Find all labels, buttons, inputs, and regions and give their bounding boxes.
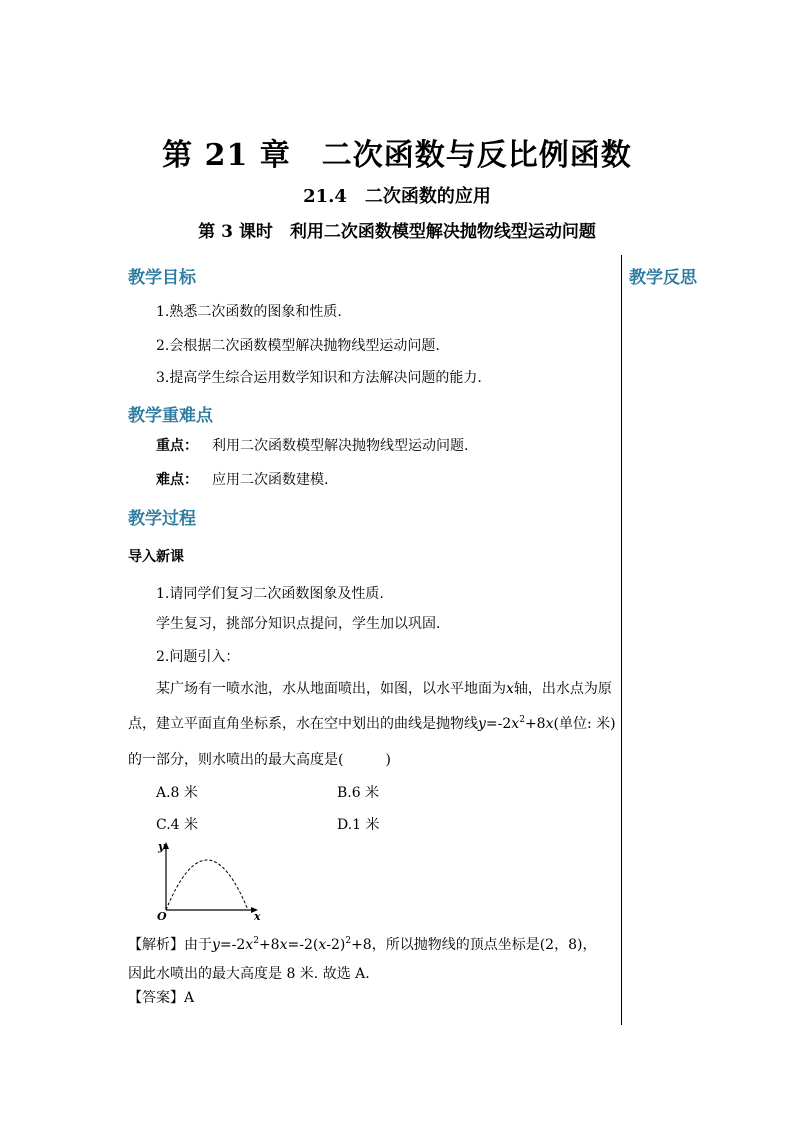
problem-text: 点，建立平面直角坐标系，水在空中划出的曲线是抛物线 [128, 716, 478, 732]
intro-subheading: 导入新课 [128, 549, 184, 565]
eq-var: x [279, 937, 288, 953]
analysis-line-2: 因此水喷出的最大高度是 8 米. 故选 A. [128, 966, 370, 982]
problem-text: 轴，出水点为原 [513, 681, 612, 697]
option-b: B.6 米 [337, 785, 380, 801]
eq-var: y [212, 937, 220, 953]
difficulty-text: 应用二次函数建模. [212, 472, 329, 488]
step-2: 2.问题引入： [156, 649, 240, 665]
objective-item-2: 2.会根据二次函数模型解决抛物线型运动问题. [156, 338, 440, 354]
problem-unit: (单位: 米) [553, 716, 616, 732]
objective-item-3: 3.提高学生综合运用数学知识和方法解决问题的能力. [156, 370, 482, 386]
analysis-text: +8，所以抛物线的顶点坐标是(2，8)， [351, 937, 597, 953]
y-axis-label: y [158, 840, 165, 853]
eq-part: =-2 [485, 716, 512, 732]
key-points-heading: 教学重难点 [128, 406, 213, 426]
eq-part: =-2 [219, 937, 246, 953]
focus-row [156, 436, 468, 456]
focus-text: 利用二次函数模型解决抛物线型运动问题. [212, 438, 469, 454]
eq-var: x [511, 716, 520, 732]
eq-var: x [245, 937, 254, 953]
eq-part: -2) [326, 937, 346, 953]
analysis-text: 由于 [184, 937, 212, 953]
column-divider [621, 255, 622, 1025]
problem-line-1 [156, 679, 612, 699]
option-d: D.1 米 [337, 817, 380, 833]
eq-part: =-2( [287, 937, 319, 953]
focus-label: 重点： [156, 438, 198, 454]
step-1: 1.请同学们复习二次函数图象及性质. [156, 586, 384, 602]
problem-line-2 [128, 714, 616, 734]
problem-line-3: 的一部分，则水喷出的最大高度是( ) [128, 752, 391, 768]
lesson-title: 第 3 课时 利用二次函数模型解决抛物线型运动问题 [198, 222, 596, 242]
eq-part: +8 [258, 937, 280, 953]
reflection-heading: 教学反思 [629, 268, 697, 288]
answer-row [128, 988, 194, 1008]
eq-part: +8 [524, 716, 546, 732]
eq-var: y [478, 716, 486, 732]
process-heading: 教学过程 [128, 509, 196, 529]
answer-value: A [184, 990, 195, 1006]
objectives-heading: 教学目标 [128, 268, 196, 288]
eq-var: x [545, 716, 554, 732]
section-title: 21.4 二次函数的应用 [303, 186, 491, 207]
problem-var-x: x [506, 681, 514, 697]
analysis-label: 【解析】 [128, 937, 184, 953]
difficulty-row [156, 470, 328, 490]
origin-label: O [157, 910, 167, 923]
option-a: A.8 米 [156, 785, 198, 801]
eq-var: x [318, 937, 327, 953]
answer-label: 【答案】 [128, 990, 184, 1006]
eq-exponent: 2 [345, 936, 352, 946]
option-c: C.4 米 [156, 817, 199, 833]
parabola-curve [166, 860, 248, 910]
parabola-figure [150, 838, 275, 923]
step-1-note: 学生复习，挑部分知识点提问，学生加以巩固. [156, 616, 441, 632]
eq-exponent: 2 [519, 715, 525, 725]
problem-text: 某广场有一喷水池，水从地面喷出，如图，以水平地面为 [156, 681, 506, 697]
difficulty-label: 难点： [156, 472, 198, 488]
eq-exponent: 2 [253, 936, 259, 946]
chapter-title: 第 21 章 二次函数与反比例函数 [162, 138, 632, 173]
objective-item-1: 1.熟悉二次函数的图象和性质. [156, 304, 342, 320]
analysis-line-1 [128, 935, 596, 955]
x-axis-label: x [254, 910, 261, 923]
